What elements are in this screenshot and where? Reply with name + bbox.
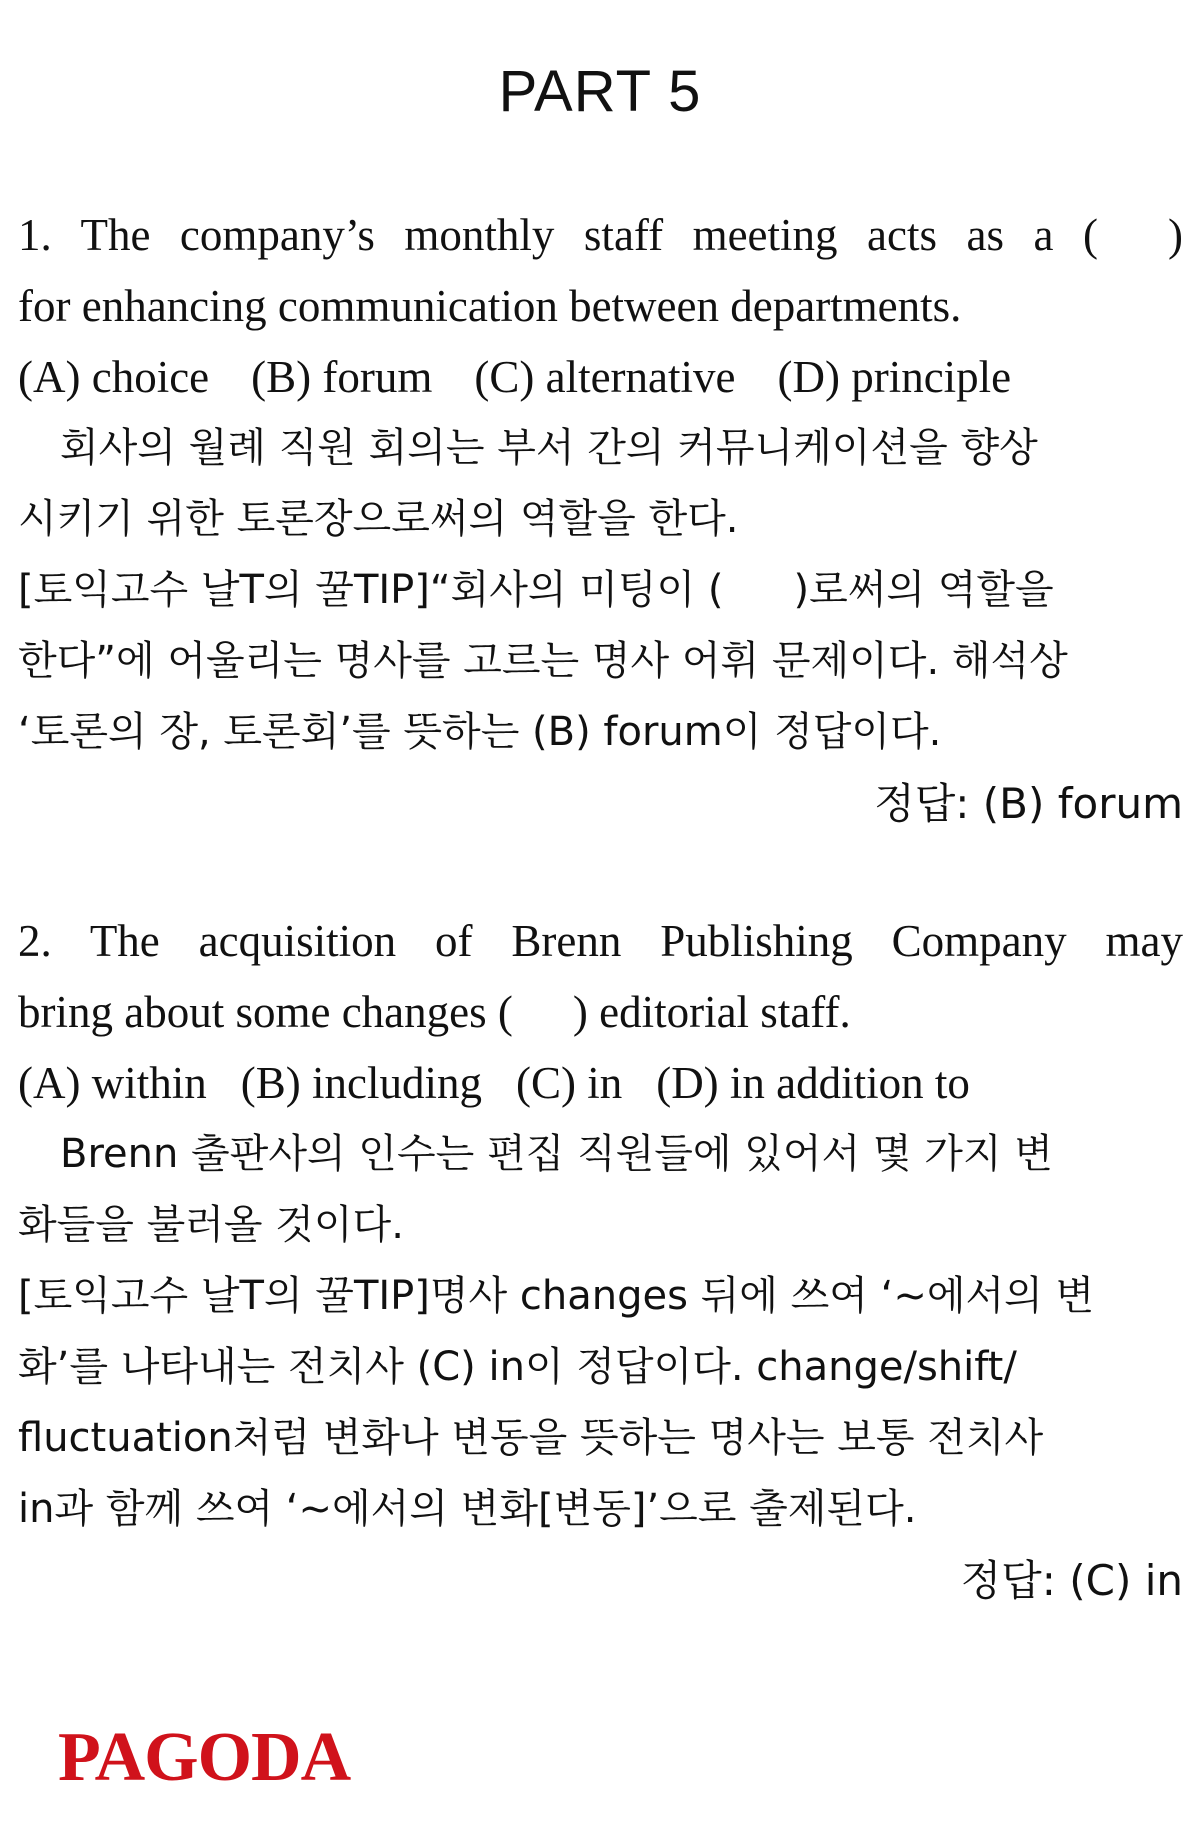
tip-line: in과 함께 쓰여 ‘~에서의 변화[변동]’으로 출제된다. (18, 1486, 917, 1532)
tip-label: [토익고수 날T의 꿀TIP] (18, 1273, 430, 1319)
answer-key: 정답: (B) forum (874, 779, 1183, 828)
stem-text: ) (1168, 210, 1183, 260)
option-c: (C) in (515, 1058, 623, 1108)
answer-options (18, 1048, 1183, 1119)
stem-text: 1. The company’s monthly staff meeting acts as a ( (18, 210, 1098, 260)
question-stem-line (18, 200, 1183, 271)
answer-key: 정답: (C) in (960, 1556, 1183, 1605)
question-stem-line: 2. The acquisition of Brenn Publishing Company may (18, 916, 1183, 966)
tip-label: [토익고수 날T의 꿀TIP] (18, 567, 430, 613)
stem-text: ) editorial staff. (572, 987, 851, 1037)
question-2 (18, 906, 1183, 1616)
tip-line: ‘토론의 장, 토론회’를 뜻하는 (B) forum이 정답이다. (18, 709, 942, 755)
stem-text: bring about some changes ( (18, 987, 513, 1037)
option-d: (D) principle (777, 352, 1012, 402)
option-a: (A) choice (18, 352, 210, 402)
option-b: (B) forum (251, 352, 433, 402)
answer-options (18, 342, 1183, 413)
translation-line: 회사의 월례 직원 회의는 부서 간의 커뮤니케이션을 향상 (60, 425, 1038, 471)
question-stem-line: for enhancing communication between departments. (18, 281, 962, 331)
tip-text: 명사 changes 뒤에 쓰여 ‘~에서의 변 (429, 1273, 1095, 1319)
question-stem-line (18, 977, 1183, 1048)
translation-line: 시키기 위한 토론장으로써의 역할을 한다. (18, 496, 739, 542)
option-a: (A) within (18, 1058, 207, 1108)
pagoda-logo: PAGODA (58, 1719, 351, 1796)
translation-line: 화들을 불러올 것이다. (18, 1202, 404, 1248)
tip-text: “회사의 미팅이 ( (429, 567, 724, 613)
option-d: (D) in addition to (656, 1058, 970, 1108)
tip-line: 화’를 나타내는 전치사 (C) in이 정답이다. change/shift/ (18, 1344, 1017, 1390)
tip-line (18, 555, 1183, 626)
tip-line: fluctuation처럼 변화나 변동을 뜻하는 명사는 보통 전치사 (18, 1415, 1044, 1461)
question-1 (18, 200, 1183, 839)
tip-text: )로써의 역할을 (793, 567, 1054, 613)
tip-line: 한다”에 어울리는 명사를 고르는 명사 어휘 문제이다. 해석상 (18, 638, 1068, 684)
tip-line (18, 1261, 1183, 1332)
option-b: (B) including (240, 1058, 482, 1108)
translation-line: Brenn 출판사의 인수는 편집 직원들에 있어서 몇 가지 변 (60, 1131, 1053, 1177)
option-c: (C) alternative (474, 352, 736, 402)
page-title: PART 5 (498, 59, 702, 124)
